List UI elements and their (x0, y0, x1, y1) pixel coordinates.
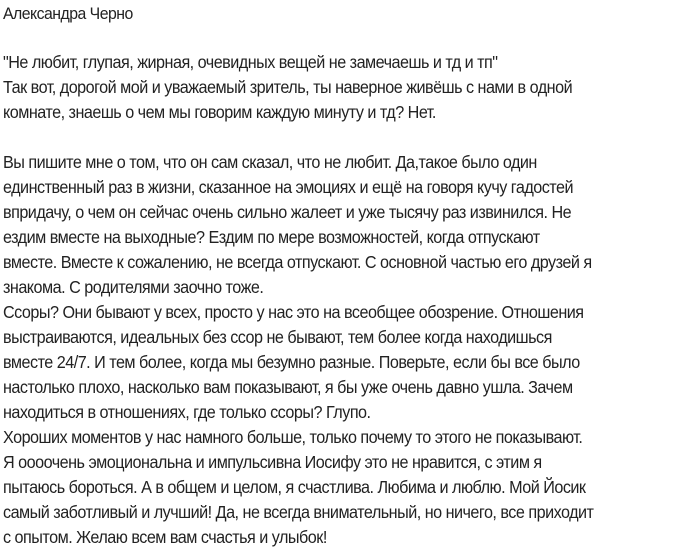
text-line: находиться в отношениях, где только ссоры? Глупо. (3, 402, 371, 422)
text-line: Ссоры? Они бывают у всех, просто у нас это на всеобщее обозрение. Отношения (3, 302, 584, 322)
text-line: комнате, знаешь о чем мы говорим каждую минуту и тд? Нет. (3, 102, 436, 122)
text-line: самый заботливый и лучший! Да, не всегда внимательный, но ничего, все приходит (3, 502, 594, 522)
text-line: Хороших моментов у нас намного больше, только почему то этого не показывают. (3, 427, 583, 447)
text-line: единственный раз в жизни, сказанное на эмоциях и ещё на говоря кучу гадостей (3, 177, 574, 197)
text-line: Вы пишите мне о том, что он сам сказал, что не любит. Да,такое было один (3, 152, 537, 172)
text-line: Я оооочень эмоциональна и импульсивна Иосифу это не нравится, с этим я (3, 452, 542, 472)
author-name: Александра Черно (3, 4, 133, 23)
text-line: вместе 24/7. И тем более, когда мы безумно разные. Поверьте, если бы все было (3, 352, 580, 372)
text-line: пытаюсь бороться. А в общем и целом, я счастлива. Любима и люблю. Мой Йосик (3, 477, 586, 497)
text-line: "Не любит, глупая, жирная, очевидных вещей не замечаешь и тд и тп" (3, 52, 498, 72)
text-line: Так вот, дорогой мой и уважаемый зритель, ты наверное живёшь с нами в одной (3, 77, 573, 97)
text-line: впридачу, о чем он сейчас очень сильно жалеет и уже тысячу раз извинился. Не (3, 202, 572, 222)
text-line: ездим вместе на выходные? Ездим по мере возможностей, когда отпускают (3, 227, 540, 247)
text-line: выстраиваются, идеальных без ссор не бывают, тем более когда находишься (3, 327, 552, 347)
text-line: с опытом. Желаю всем вам счастья и улыбок! (3, 527, 327, 547)
text-line: настолько плохо, насколько вам показывают, я бы уже очень давно ушла. Зачем (3, 377, 573, 397)
text-line: знакома. С родителями заочно тоже. (3, 277, 264, 297)
text-line: вместе. Вместе к сожалению, не всегда отпускают. С основной частью его друзей я (3, 252, 592, 272)
